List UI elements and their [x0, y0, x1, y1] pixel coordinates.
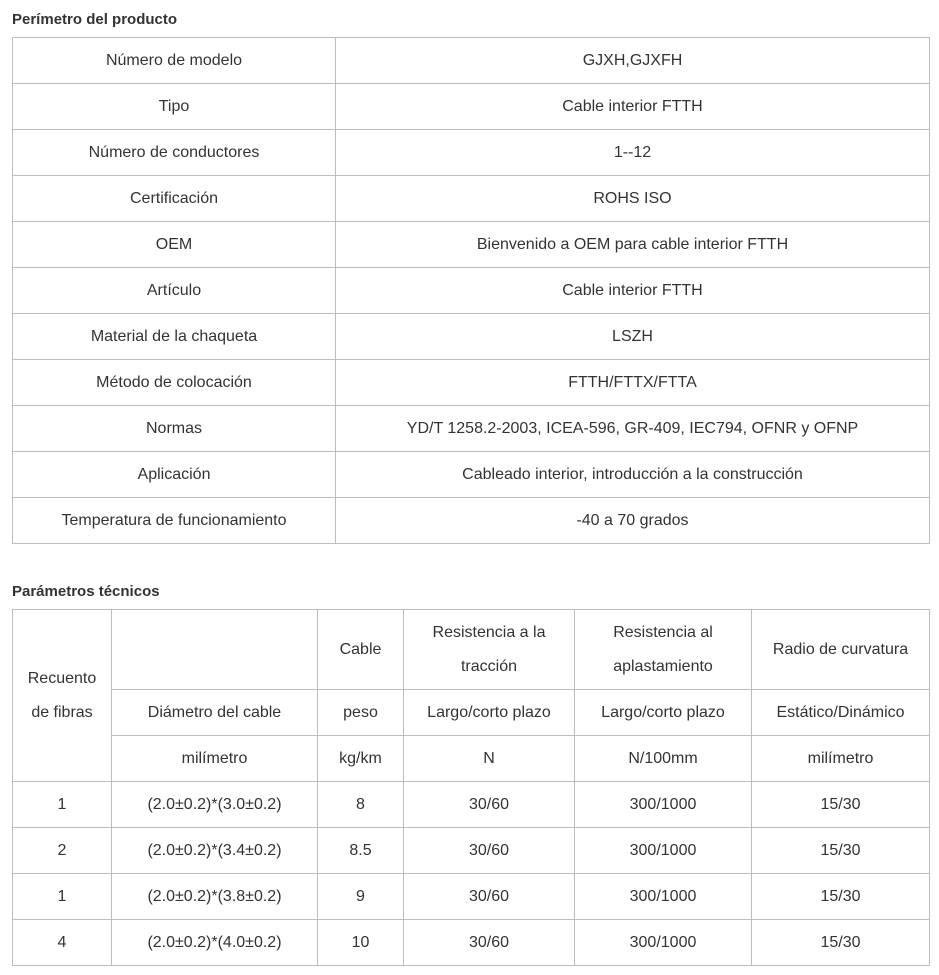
table-row [13, 314, 930, 360]
table-row [13, 782, 930, 828]
table-header-row [13, 690, 930, 736]
table-row [13, 874, 930, 920]
cell-tensile: 30/60 [404, 920, 575, 966]
table-row [13, 828, 930, 874]
cell-fibers: 1 [13, 782, 112, 828]
cell-bend: 15/30 [752, 782, 930, 828]
table-row [13, 222, 930, 268]
technical-table [12, 609, 930, 966]
row-value: GJXH,GJXFH [336, 38, 930, 84]
cell-fibers: 1 [13, 874, 112, 920]
table-row [13, 920, 930, 966]
cell-diameter: (2.0±0.2)*(3.8±0.2) [112, 874, 318, 920]
row-label: Método de colocación [13, 360, 336, 406]
table-row [13, 84, 930, 130]
row-value: ROHS ISO [336, 176, 930, 222]
row-value: Cableado interior, introducción a la construcción [336, 452, 930, 498]
table-row [13, 130, 930, 176]
table-row [13, 360, 930, 406]
cell-bend: 15/30 [752, 828, 930, 874]
row-label: OEM [13, 222, 336, 268]
row-value: Bienvenido a OEM para cable interior FTTH [336, 222, 930, 268]
table-header-row [13, 736, 930, 782]
header-crush: Resistencia al aplastamiento [575, 610, 752, 690]
cell-weight: 8.5 [318, 828, 404, 874]
product-table [12, 37, 930, 544]
header-tensile: Resistencia a la tracción [404, 610, 575, 690]
row-label: Artículo [13, 268, 336, 314]
row-value: Cable interior FTTH [336, 268, 930, 314]
cell-tensile: 30/60 [404, 782, 575, 828]
cell-crush: 300/1000 [575, 828, 752, 874]
header-cable: Cable [318, 610, 404, 690]
table-header-row [13, 610, 930, 690]
header-weight-unit: kg/km [318, 736, 404, 782]
table-row [13, 452, 930, 498]
cell-diameter: (2.0±0.2)*(3.0±0.2) [112, 782, 318, 828]
cell-bend: 15/30 [752, 920, 930, 966]
header-weight: peso [318, 690, 404, 736]
table-row [13, 406, 930, 452]
header-bend-sub: Estático/Dinámico [752, 690, 930, 736]
row-value: Cable interior FTTH [336, 84, 930, 130]
cell-fibers: 4 [13, 920, 112, 966]
row-label: Temperatura de funcionamiento [13, 498, 336, 544]
header-crush-sub: Largo/corto plazo [575, 690, 752, 736]
row-label: Número de modelo [13, 38, 336, 84]
header-tensile-unit: N [404, 736, 575, 782]
row-label: Número de conductores [13, 130, 336, 176]
technical-section-title: Parámetros técnicos [12, 583, 160, 600]
row-value: -40 a 70 grados [336, 498, 930, 544]
row-value: 1--12 [336, 130, 930, 176]
table-row [13, 176, 930, 222]
row-value: FTTH/FTTX/FTTA [336, 360, 930, 406]
header-bend-unit: milímetro [752, 736, 930, 782]
cell-fibers: 2 [13, 828, 112, 874]
table-row [13, 38, 930, 84]
table-row [13, 498, 930, 544]
cell-weight: 8 [318, 782, 404, 828]
cell-crush: 300/1000 [575, 782, 752, 828]
header-blank [112, 610, 318, 690]
cell-diameter: (2.0±0.2)*(3.4±0.2) [112, 828, 318, 874]
row-label: Normas [13, 406, 336, 452]
row-value: YD/T 1258.2-2003, ICEA-596, GR-409, IEC794, OFNR y OFNP [336, 406, 930, 452]
cell-weight: 10 [318, 920, 404, 966]
header-diameter-unit: milímetro [112, 736, 318, 782]
cell-tensile: 30/60 [404, 874, 575, 920]
table-row [13, 268, 930, 314]
cell-crush: 300/1000 [575, 920, 752, 966]
cell-tensile: 30/60 [404, 828, 575, 874]
product-section-title: Perímetro del producto [12, 11, 178, 28]
header-tensile-sub: Largo/corto plazo [404, 690, 575, 736]
row-label: Tipo [13, 84, 336, 130]
header-bend: Radio de curvatura [752, 610, 930, 690]
row-label: Material de la chaqueta [13, 314, 336, 360]
cell-crush: 300/1000 [575, 874, 752, 920]
row-label: Aplicación [13, 452, 336, 498]
row-label: Certificación [13, 176, 336, 222]
header-fiber-count: Recuento de fibras [13, 610, 112, 782]
cell-bend: 15/30 [752, 874, 930, 920]
header-crush-unit: N/100mm [575, 736, 752, 782]
row-value: LSZH [336, 314, 930, 360]
header-diameter: Diámetro del cable [112, 690, 318, 736]
cell-diameter: (2.0±0.2)*(4.0±0.2) [112, 920, 318, 966]
cell-weight: 9 [318, 874, 404, 920]
